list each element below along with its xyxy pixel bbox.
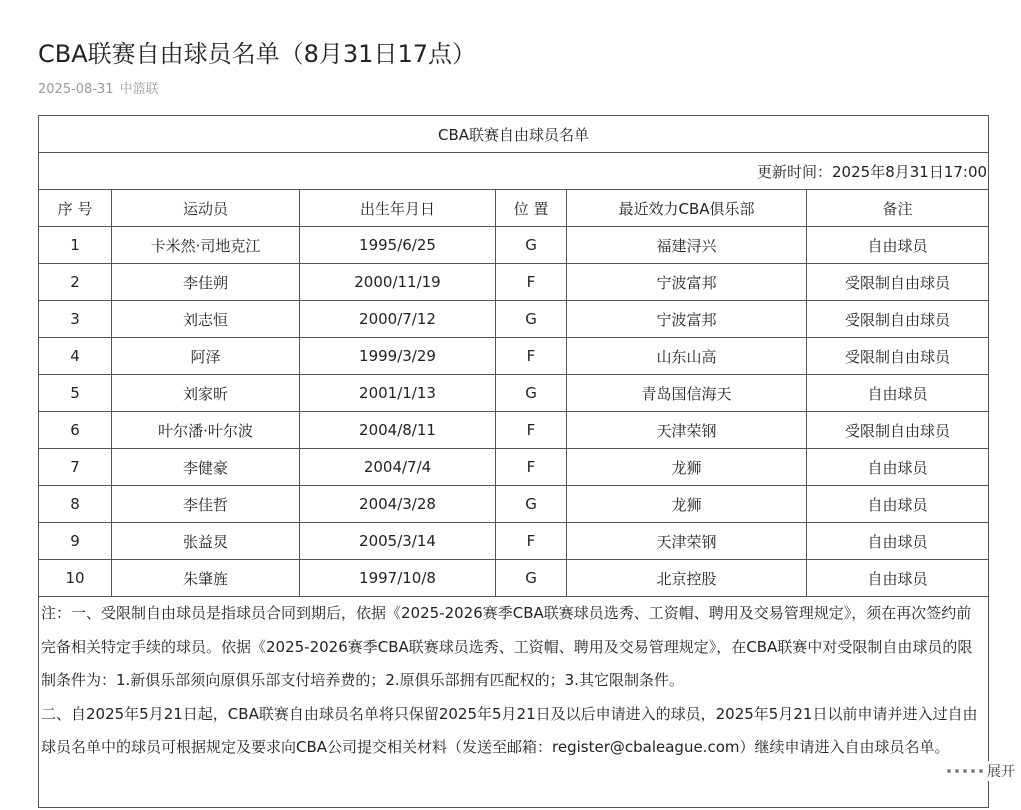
cell-position: F [496,523,567,560]
cell-position: F [496,412,567,449]
free-agent-table [38,115,989,808]
cell-position: G [496,227,567,264]
header-cell: 出生年月日 [300,190,496,227]
cell-index: 9 [39,523,112,560]
cell-index: 10 [39,560,112,597]
cell-birthdate: 2004/7/4 [300,449,496,486]
cell-club: 天津荣钢 [567,412,807,449]
cell-player: 刘志恒 [112,301,300,338]
cell-club: 宁波富邦 [567,301,807,338]
cell-position: G [496,375,567,412]
table-notes [39,597,989,808]
cell-position: G [496,560,567,597]
cell-remark: 受限制自由球员 [807,338,989,375]
cell-birthdate: 1999/3/29 [300,338,496,375]
cell-remark: 受限制自由球员 [807,412,989,449]
cell-player: 刘家昕 [112,375,300,412]
cell-index: 4 [39,338,112,375]
cell-player: 李健豪 [112,449,300,486]
cell-club: 天津荣钢 [567,523,807,560]
table-row [39,301,989,338]
header-cell: 位 置 [496,190,567,227]
table-row [39,523,989,560]
table-row [39,412,989,449]
note-paragraph: 注：一、受限制自由球员是指球员合同到期后，依据《2025-2026赛季CBA联赛球员选秀、工资帽、聘用及交易管理规定》，须在再次签约前完备相关特定手续的球员。依据《2025-2026赛季CBA联赛球员选秀、工资帽、聘用及交易管理规定》，在CBA联赛中对受限制自由球员的限制条件为：1.新俱乐部须向原俱乐部支付培养费的；2.原俱乐部拥有匹配权的；3.其它限制条件。 [41,604,973,689]
cell-club: 山东山高 [567,338,807,375]
cell-player: 朱肇旌 [112,560,300,597]
table-caption: CBA联赛自由球员名单 [39,116,989,153]
cell-index: 2 [39,264,112,301]
cell-remark: 自由球员 [807,449,989,486]
cell-index: 5 [39,375,112,412]
cell-position: F [496,449,567,486]
cell-index: 1 [39,227,112,264]
cell-index: 7 [39,449,112,486]
cell-birthdate: 2000/11/19 [300,264,496,301]
cell-position: F [496,264,567,301]
article-meta [38,78,159,97]
table-header-row [39,190,989,227]
cell-player: 李佳哲 [112,486,300,523]
table-row [39,375,989,412]
ellipsis-icon [947,769,983,773]
cell-club: 龙狮 [567,449,807,486]
header-cell: 最近效力CBA俱乐部 [567,190,807,227]
article-title: CBA联赛自由球员名单（8月31日17点） [38,40,476,68]
cell-position: G [496,301,567,338]
table-row [39,486,989,523]
cell-index: 8 [39,486,112,523]
cell-remark: 自由球员 [807,375,989,412]
header-cell: 序 号 [39,190,112,227]
cell-index: 6 [39,412,112,449]
table-row [39,560,989,597]
cell-player: 卡米然·司地克江 [112,227,300,264]
cell-club: 北京控股 [567,560,807,597]
cell-index: 3 [39,301,112,338]
cell-club: 福建浔兴 [567,227,807,264]
expand-label: 展开 [987,764,1015,780]
update-time: 更新时间：2025年8月31日17:00 [39,153,989,190]
cell-player: 叶尔潘·叶尔波 [112,412,300,449]
cell-birthdate: 2001/1/13 [300,375,496,412]
expand-more-button[interactable] [947,761,1015,781]
header-cell: 备注 [807,190,989,227]
cell-player: 李佳朔 [112,264,300,301]
table-row [39,264,989,301]
cell-player: 阿泽 [112,338,300,375]
cell-remark: 自由球员 [807,227,989,264]
cell-club: 龙狮 [567,486,807,523]
cell-position: G [496,486,567,523]
cell-birthdate: 2005/3/14 [300,523,496,560]
article-date: 2025-08-31 [38,82,114,97]
cell-remark: 受限制自由球员 [807,264,989,301]
note-paragraph: 二、自2025年5月21日起，CBA联赛自由球员名单将只保留2025年5月21日及以后申请进入的球员，2025年5月21日以前申请并进入过自由球员名单中的球员可根据规定及要求向CBA公司提交相关材料（发送至邮箱：register@cbaleague.com）继续申请进入自由球员名单。 [41,704,978,756]
cell-remark: 受限制自由球员 [807,301,989,338]
cell-remark: 自由球员 [807,560,989,597]
cell-birthdate: 1995/6/25 [300,227,496,264]
cell-club: 青岛国信海天 [567,375,807,412]
table-row [39,338,989,375]
cell-remark: 自由球员 [807,486,989,523]
cell-birthdate: 2000/7/12 [300,301,496,338]
cell-remark: 自由球员 [807,523,989,560]
cell-birthdate: 1997/10/8 [300,560,496,597]
article-source: 中篮联 [119,82,159,97]
cell-club: 宁波富邦 [567,264,807,301]
cell-birthdate: 2004/3/28 [300,486,496,523]
table-row [39,227,989,264]
cell-position: F [496,338,567,375]
cell-player: 张益炅 [112,523,300,560]
table-row [39,449,989,486]
cell-birthdate: 2004/8/11 [300,412,496,449]
header-cell: 运动员 [112,190,300,227]
